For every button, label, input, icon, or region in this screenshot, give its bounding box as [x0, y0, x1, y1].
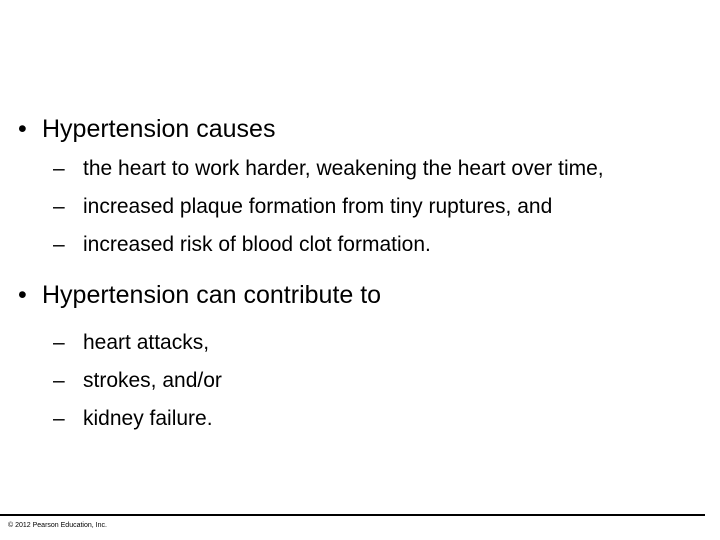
sub-item-text: increased risk of blood clot formation. [83, 233, 431, 256]
sub-item-text: increased plaque formation from tiny ruptures, and [83, 195, 553, 218]
sub-marker: – [53, 195, 65, 218]
sub-item [53, 366, 683, 396]
sublist-contributions [18, 328, 698, 434]
sub-item-text: heart attacks, [83, 331, 210, 354]
sub-marker: – [53, 407, 65, 430]
bullet-hypertension-causes [18, 109, 698, 149]
sub-marker: – [53, 233, 65, 256]
sub-item-text: strokes, and/or [83, 369, 222, 392]
spacer [18, 260, 698, 275]
sub-marker: – [53, 369, 65, 392]
sublist-causes [18, 154, 698, 260]
bullet-hypertension-contribute [18, 275, 698, 315]
bullet-marker: • [18, 281, 27, 309]
bullet-text: Hypertension can contribute to [42, 281, 382, 309]
slide-content [18, 109, 698, 434]
bullet-text: Hypertension causes [42, 115, 276, 143]
bullet-marker: • [18, 115, 27, 143]
sub-item-text: the heart to work harder, weakening the heart over time, [83, 157, 604, 180]
sub-item [53, 154, 683, 184]
sub-marker: – [53, 331, 65, 354]
sub-item [53, 192, 683, 222]
sub-item [53, 404, 683, 434]
copyright-footer: © 2012 Pearson Education, Inc. [8, 522, 107, 529]
sub-item [53, 230, 683, 260]
sub-item-text: kidney failure. [83, 407, 213, 430]
sub-marker: – [53, 157, 65, 180]
sub-item [53, 328, 683, 358]
footer-divider [0, 514, 705, 516]
